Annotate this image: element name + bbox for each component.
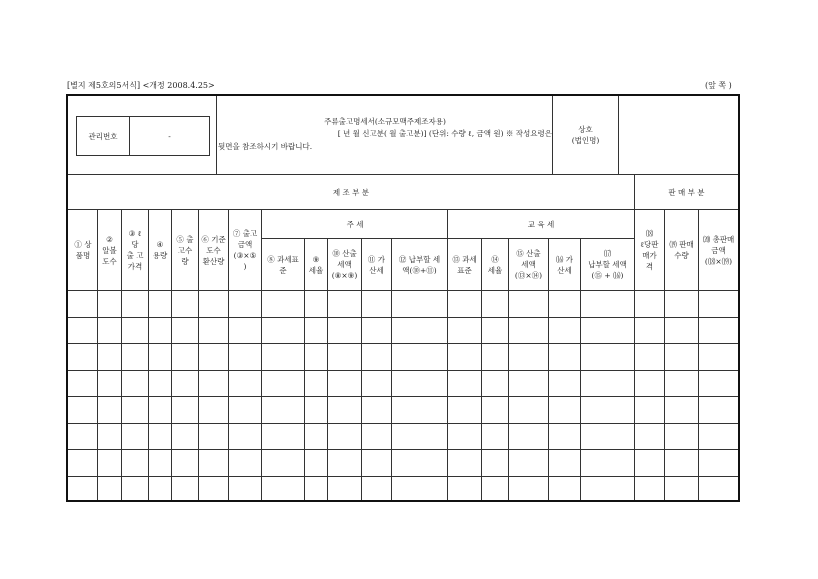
table-cell-c14[interactable]: [482, 397, 508, 423]
table-cell-c13[interactable]: [448, 424, 481, 450]
table-cell-c1[interactable]: [69, 344, 97, 370]
section-manufacture: 제 조 부 분: [332, 187, 370, 197]
table-cell-c12[interactable]: [392, 318, 447, 344]
column-header-c12: ⑫ 납부할 세 액(⑩+⑪): [398, 254, 441, 275]
table-cell-c20[interactable]: [699, 450, 738, 476]
table-cell-c19[interactable]: [665, 450, 698, 476]
table-cell-c13[interactable]: [448, 344, 481, 370]
table-cell-c19[interactable]: [665, 291, 698, 317]
table-cell-c1[interactable]: [69, 450, 97, 476]
table-cell-c8[interactable]: [262, 424, 304, 450]
column-header-c13: ⑬ 과세 표준: [452, 254, 477, 275]
table-cell-c15[interactable]: [509, 397, 548, 423]
table-cell-c11[interactable]: [362, 450, 391, 476]
table-cell-c9[interactable]: [305, 371, 327, 397]
table-cell-c17[interactable]: [581, 450, 634, 476]
table-cell-c15[interactable]: [509, 477, 548, 503]
table-cell-c6[interactable]: [199, 450, 228, 476]
column-header-c4: ④ 용량: [152, 240, 168, 260]
table-cell-c8[interactable]: [262, 291, 304, 317]
table-cell-c2[interactable]: [98, 371, 121, 397]
table-cell-c13[interactable]: [448, 371, 481, 397]
table-cell-c1[interactable]: [69, 318, 97, 344]
table-cell-c19[interactable]: [665, 477, 698, 503]
table-cell-c10[interactable]: [328, 397, 361, 423]
table-cell-c17[interactable]: [581, 291, 634, 317]
table-cell-c14[interactable]: [482, 318, 508, 344]
table-cell-c9[interactable]: [305, 291, 327, 317]
table-cell-c6[interactable]: [199, 318, 228, 344]
table-cell-c12[interactable]: [392, 291, 447, 317]
table-cell-c7[interactable]: [229, 397, 261, 423]
column-header-c8: ⑧ 과세표 준: [267, 254, 299, 275]
table-cell-c6[interactable]: [199, 477, 228, 503]
table-cell-c12[interactable]: [392, 477, 447, 503]
column-header-c16: ⒃ 가 산세: [555, 254, 574, 275]
table-cell-c17[interactable]: [581, 424, 634, 450]
management-number-box: [76, 116, 210, 156]
table-cell-c8[interactable]: [262, 344, 304, 370]
table-cell-c15[interactable]: [509, 450, 548, 476]
table-cell-c2[interactable]: [98, 424, 121, 450]
table-cell-c17[interactable]: [581, 477, 634, 503]
table-cell-c18[interactable]: [635, 371, 664, 397]
table-cell-c10[interactable]: [328, 371, 361, 397]
table-cell-c9[interactable]: [305, 450, 327, 476]
management-number-label: 관리번호: [88, 131, 118, 141]
column-header-c3: ③ ℓ 당 출 고 가격: [126, 229, 144, 271]
table-cell-c4[interactable]: [149, 477, 171, 503]
table-cell-c5[interactable]: [172, 291, 198, 317]
company-name-label: 상호 (법인명): [571, 125, 600, 145]
company-name-field[interactable]: [619, 96, 738, 174]
table-cell-c11[interactable]: [362, 344, 391, 370]
table-cell-c5[interactable]: [172, 318, 198, 344]
table-cell-c16[interactable]: [549, 424, 580, 450]
column-header-c17: ⒄ 납부할 세액 (⑮ + ⒃): [588, 249, 627, 280]
table-cell-c5[interactable]: [172, 424, 198, 450]
table-cell-c4[interactable]: [149, 450, 171, 476]
table-cell-c4[interactable]: [149, 291, 171, 317]
table-cell-c18[interactable]: [635, 344, 664, 370]
table-cell-c19[interactable]: [665, 318, 698, 344]
table-cell-c2[interactable]: [98, 318, 121, 344]
table-cell-c6[interactable]: [199, 344, 228, 370]
table-cell-c16[interactable]: [549, 371, 580, 397]
column-header-c14: ⑭ 세율: [487, 254, 503, 275]
table-cell-c5[interactable]: [172, 397, 198, 423]
table-cell-c10[interactable]: [328, 318, 361, 344]
table-cell-c11[interactable]: [362, 371, 391, 397]
table-cell-c2[interactable]: [98, 291, 121, 317]
column-header-c7: ⑦ 출고 금액 (③×⑤ ): [232, 229, 258, 271]
section-liquor-tax: 주 세: [346, 219, 364, 229]
table-cell-c12[interactable]: [392, 344, 447, 370]
table-cell-c3[interactable]: [122, 424, 148, 450]
table-cell-c10[interactable]: [328, 291, 361, 317]
form-title-line3: 뒷면을 참조하시기 바랍니다.: [218, 142, 313, 151]
management-number-field[interactable]: -: [168, 131, 171, 141]
section-education-tax: 교 육 세: [527, 219, 555, 229]
table-cell-c14[interactable]: [482, 371, 508, 397]
table-cell-c14[interactable]: [482, 477, 508, 503]
table-cell-c10[interactable]: [328, 344, 361, 370]
table-cell-c6[interactable]: [199, 291, 228, 317]
table-cell-c6[interactable]: [199, 397, 228, 423]
form-number: [별지 제5호의5서식] <개정 2008.4.25>: [67, 81, 215, 90]
table-cell-c3[interactable]: [122, 318, 148, 344]
table-cell-c5[interactable]: [172, 477, 198, 503]
table-cell-c15[interactable]: [509, 291, 548, 317]
table-cell-c5[interactable]: [172, 450, 198, 476]
table-cell-c7[interactable]: [229, 371, 261, 397]
table-cell-c7[interactable]: [229, 477, 261, 503]
table-cell-c1[interactable]: [69, 291, 97, 317]
column-header-c10: ⑩ 산출 세액 (⑧×⑨): [331, 249, 358, 280]
column-header-c19: ⒆ 판매 수량: [669, 240, 694, 260]
table-cell-c12[interactable]: [392, 450, 447, 476]
column-header-c1: ① 상 품명: [74, 240, 92, 260]
form-title-line1: 주류출고명세서(소규모맥주제조자용): [324, 117, 446, 126]
table-cell-c4[interactable]: [149, 397, 171, 423]
table-cell-c16[interactable]: [549, 318, 580, 344]
table-cell-c6[interactable]: [199, 371, 228, 397]
form-title-line2: [ 년 월 신고분( 월 출고분)] (단위: 수량 ℓ, 금액 원) ※ 작성요령은: [337, 129, 552, 138]
table-cell-c15[interactable]: [509, 318, 548, 344]
table-cell-c10[interactable]: [328, 477, 361, 503]
table-cell-c13[interactable]: [448, 450, 481, 476]
page-side-label: (앞 쪽 ): [705, 81, 732, 90]
table-cell-c5[interactable]: [172, 344, 198, 370]
table-cell-c20[interactable]: [699, 344, 738, 370]
table-cell-c4[interactable]: [149, 318, 171, 344]
column-header-c5: ⑤ 출 고수 량: [176, 234, 194, 266]
column-header-c2: ② 알볼 도수: [102, 234, 117, 266]
table-cell-c15[interactable]: [509, 371, 548, 397]
table-cell-c12[interactable]: [392, 424, 447, 450]
table-cell-c9[interactable]: [305, 397, 327, 423]
table-cell-c2[interactable]: [98, 477, 121, 503]
table-cell-c16[interactable]: [549, 450, 580, 476]
table-cell-c2[interactable]: [98, 397, 121, 423]
table-cell-c9[interactable]: [305, 318, 327, 344]
table-cell-c10[interactable]: [328, 424, 361, 450]
table-cell-c14[interactable]: [482, 424, 508, 450]
table-cell-c17[interactable]: [581, 318, 634, 344]
table-cell-c3[interactable]: [122, 450, 148, 476]
table-cell-c4[interactable]: [149, 344, 171, 370]
column-header-c9: ⑨ 세율: [308, 254, 324, 275]
table-cell-c7[interactable]: [229, 344, 261, 370]
table-cell-c8[interactable]: [262, 397, 304, 423]
table-cell-c12[interactable]: [392, 397, 447, 423]
table-cell-c16[interactable]: [549, 344, 580, 370]
table-cell-c18[interactable]: [635, 477, 664, 503]
table-cell-c2[interactable]: [98, 344, 121, 370]
table-cell-c10[interactable]: [328, 450, 361, 476]
table-cell-c3[interactable]: [122, 344, 148, 370]
table-cell-c20[interactable]: [699, 477, 738, 503]
table-cell-c14[interactable]: [482, 291, 508, 317]
table-cell-c7[interactable]: [229, 291, 261, 317]
table-cell-c14[interactable]: [482, 450, 508, 476]
table-cell-c11[interactable]: [362, 318, 391, 344]
table-cell-c17[interactable]: [581, 344, 634, 370]
table-cell-c16[interactable]: [549, 291, 580, 317]
table-cell-c8[interactable]: [262, 318, 304, 344]
table-cell-c20[interactable]: [699, 291, 738, 317]
table-cell-c16[interactable]: [549, 477, 580, 503]
column-header-c6: ⑥ 기준 도수 환산량: [201, 234, 226, 266]
table-cell-c3[interactable]: [122, 291, 148, 317]
table-cell-c18[interactable]: [635, 397, 664, 423]
table-cell-c18[interactable]: [635, 424, 664, 450]
table-cell-c14[interactable]: [482, 344, 508, 370]
table-cell-c11[interactable]: [362, 477, 391, 503]
column-header-c18: ⒅ ℓ당판 매가 격: [640, 229, 659, 271]
column-header-c11: ⑪ 가 산세: [367, 254, 386, 275]
table-cell-c4[interactable]: [149, 424, 171, 450]
table-cell-c6[interactable]: [199, 424, 228, 450]
table-cell-c15[interactable]: [509, 344, 548, 370]
table-cell-c1[interactable]: [69, 424, 97, 450]
table-cell-c19[interactable]: [665, 397, 698, 423]
column-header-c20: ⒇ 총판매 금액 (⒅×⒆): [702, 234, 735, 266]
table-cell-c20[interactable]: [699, 318, 738, 344]
table-cell-c18[interactable]: [635, 318, 664, 344]
table-cell-c1[interactable]: [69, 397, 97, 423]
table-cell-c19[interactable]: [665, 371, 698, 397]
table-cell-c9[interactable]: [305, 424, 327, 450]
declaration-form: [66, 94, 740, 502]
table-cell-c18[interactable]: [635, 291, 664, 317]
table-cell-c12[interactable]: [392, 371, 447, 397]
table-cell-c15[interactable]: [509, 424, 548, 450]
table-cell-c7[interactable]: [229, 424, 261, 450]
table-cell-c7[interactable]: [229, 318, 261, 344]
table-cell-c3[interactable]: [122, 371, 148, 397]
table-cell-c20[interactable]: [699, 424, 738, 450]
table-cell-c20[interactable]: [699, 397, 738, 423]
table-cell-c9[interactable]: [305, 344, 327, 370]
table-cell-c3[interactable]: [122, 477, 148, 503]
table-cell-c11[interactable]: [362, 397, 391, 423]
table-cell-c13[interactable]: [448, 291, 481, 317]
table-cell-c20[interactable]: [699, 371, 738, 397]
table-cell-c2[interactable]: [98, 450, 121, 476]
table-cell-c8[interactable]: [262, 371, 304, 397]
table-cell-c17[interactable]: [581, 371, 634, 397]
table-cell-c8[interactable]: [262, 477, 304, 503]
column-header-c15: ⑮ 산출 세액 (⑬×⑭): [514, 249, 543, 280]
table-cell-c9[interactable]: [305, 477, 327, 503]
table-cell-c19[interactable]: [665, 424, 698, 450]
table-cell-c7[interactable]: [229, 450, 261, 476]
table-cell-c19[interactable]: [665, 344, 698, 370]
table-cell-c4[interactable]: [149, 371, 171, 397]
table-cell-c13[interactable]: [448, 477, 481, 503]
table-cell-c1[interactable]: [69, 371, 97, 397]
table-cell-c3[interactable]: [122, 397, 148, 423]
table-cell-c8[interactable]: [262, 450, 304, 476]
table-cell-c13[interactable]: [448, 318, 481, 344]
table-cell-c17[interactable]: [581, 397, 634, 423]
table-cell-c5[interactable]: [172, 371, 198, 397]
table-cell-c13[interactable]: [448, 397, 481, 423]
section-sales: 판 매 부 분: [668, 187, 705, 197]
table-cell-c16[interactable]: [549, 397, 580, 423]
table-cell-c11[interactable]: [362, 291, 391, 317]
table-cell-c1[interactable]: [69, 477, 97, 503]
table-cell-c18[interactable]: [635, 450, 664, 476]
table-cell-c11[interactable]: [362, 424, 391, 450]
